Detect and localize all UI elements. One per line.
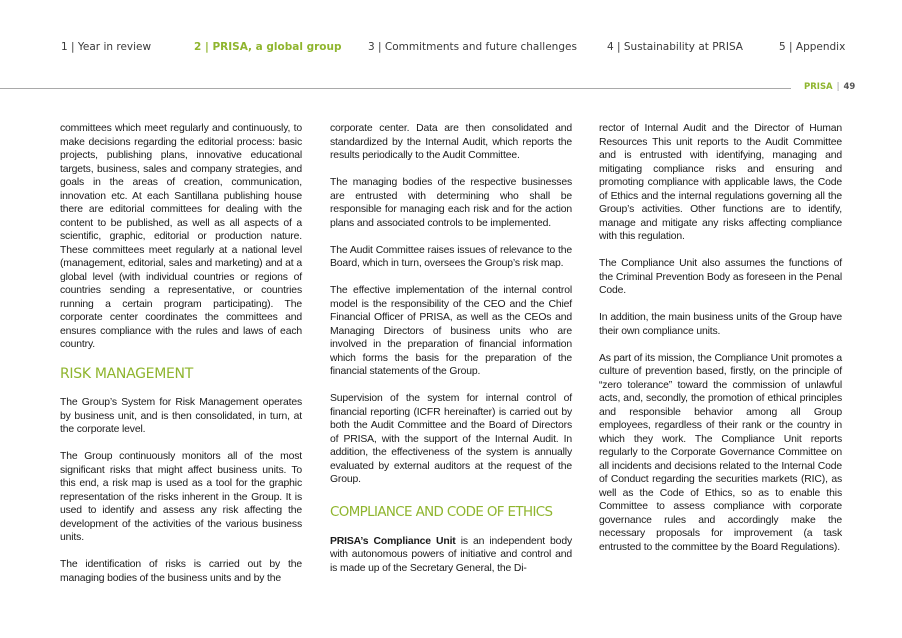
section-heading-compliance: COMPLIANCE AND CODE OF ETHICS bbox=[330, 504, 553, 520]
page-separator: | bbox=[836, 82, 840, 92]
paragraph: The Group continuously monitors all of the most significant risks that might affect business units. To this end, a risk map is used as a tool for the graphic representation of the risks inherent in the Group. It is used to identify and assess any risk affecting the development of the activities of the various business units. bbox=[60, 451, 302, 543]
paragraph: The identification of risks is carried out by the managing bodies of the business units and by the bbox=[60, 559, 302, 584]
text-column-2 bbox=[330, 122, 572, 589]
text-column-3 bbox=[599, 122, 842, 568]
paragraph: The effective implementation of the internal control model is the responsibility of the CEO and the Chief Financial Officer of PRISA, as well as the CEOs and Managing Directors of business units who are involved in the preparation of financial information which forms the basis for the preparation of the financial statements of the Group. bbox=[330, 285, 572, 377]
text-column-1 bbox=[60, 122, 302, 599]
nav-item-sustainability[interactable]: 4 | Sustainability at PRISA bbox=[607, 41, 743, 53]
paragraph: As part of its mission, the Compliance Unit promotes a culture of prevention based, firstly, on the principle of “zero tolerance” toward the commission of unlawful acts, and, secondly, the promotion of ethical principles and responsible behavior among all Group employees, regardless of their rank or the country in which they work. The Compliance Unit reports regularly to the Corporate Governance Committee on all incidents and decisions related to the Internal Code of Conduct regarding the securities markets (RIC), as well as the Code of Ethics, so as to enable this Committee to assess compliance with corporate governance rules and accordingly make the necessary proposals for improvement (a task entrusted to the committee by the Board Regulations). bbox=[599, 352, 842, 553]
nav-item-year-in-review[interactable]: 1 | Year in review bbox=[61, 41, 152, 53]
paragraph: corporate center. Data are then consolidated and standardized by the Internal Audit, which reports the results periodically to the Audit Committee. bbox=[330, 123, 572, 161]
paragraph: Supervision of the system for internal control of financial reporting (ICFR hereinafter) is carried out by both the Audit Committee and the Board of Directors of PRISA, with the support of the Internal Audit. In addition, the effectiveness of the system is annually evaluated by external auditors at the request of the Group. bbox=[330, 393, 572, 485]
paragraph: In addition, the main business units of the Group have their own compliance units. bbox=[599, 312, 842, 337]
paragraph: The Group’s System for Risk Management operates by business unit, and is then consolidated, in turn, at the corporate level. bbox=[60, 397, 302, 435]
page-label bbox=[804, 82, 855, 92]
page-number: 49 bbox=[843, 82, 856, 92]
nav-item-appendix[interactable]: 5 | Appendix bbox=[779, 41, 846, 53]
compliance-unit-term: PRISA’s Compliance Unit bbox=[330, 535, 456, 547]
brand-label: PRISA bbox=[804, 82, 833, 92]
header-divider bbox=[0, 88, 791, 89]
paragraph-text: is an independent body with autonomous powers of initiative and control and is made up of the Secretary General, the Di- bbox=[330, 535, 572, 574]
paragraph: The managing bodies of the respective businesses are entrusted with determining who shall be responsible for managing each risk and for the action plans and associated controls to be implemented. bbox=[330, 177, 572, 229]
paragraph: The Audit Committee raises issues of relevance to the Board, which in turn, oversees the Group’s risk map. bbox=[330, 244, 572, 269]
paragraph bbox=[330, 535, 572, 576]
section-heading-risk-management: RISK MANAGEMENT bbox=[60, 366, 193, 382]
paragraph: committees which meet regularly and continuously, to make decisions regarding the editorial process: basic projects, publishing plans, innovative educational targets, business, sales and company strategies, and goals in the areas of creation, communication, innovation etc. At each Santillana publishing house there are editorial committees for dealing with the content to be published, as well as all aspects of a scientific, graphic, editorial or production nature. These committees meet regularly at a national level (management, editorial, sales and marketing) and at a global level (with individual countries or regions of countries sending a representative, or countries running a certain program participating). The corporate center coordinates the committees and ensures compliance with the rules and laws of each country. bbox=[60, 123, 302, 350]
paragraph: rector of Internal Audit and the Director of Human Resources This unit reports to the Audit Committee and is entrusted with identifying, managing and mitigating compliance risks and ensuring and promoting compliance with applicable laws, the Code of Ethics and the internal regulations governing all the Group’s activities. Other functions are to identify, manage and mitigate any risks affecting compliance with this regulation. bbox=[599, 123, 842, 242]
paragraph: The Compliance Unit also assumes the functions of the Criminal Prevention Body as foreseen in the Penal Code. bbox=[599, 258, 842, 296]
nav-item-prisa-global-group[interactable]: 2 | PRISA, a global group bbox=[194, 41, 342, 53]
section-nav bbox=[0, 41, 902, 59]
nav-item-commitments[interactable]: 3 | Commitments and future challenges bbox=[368, 41, 577, 53]
